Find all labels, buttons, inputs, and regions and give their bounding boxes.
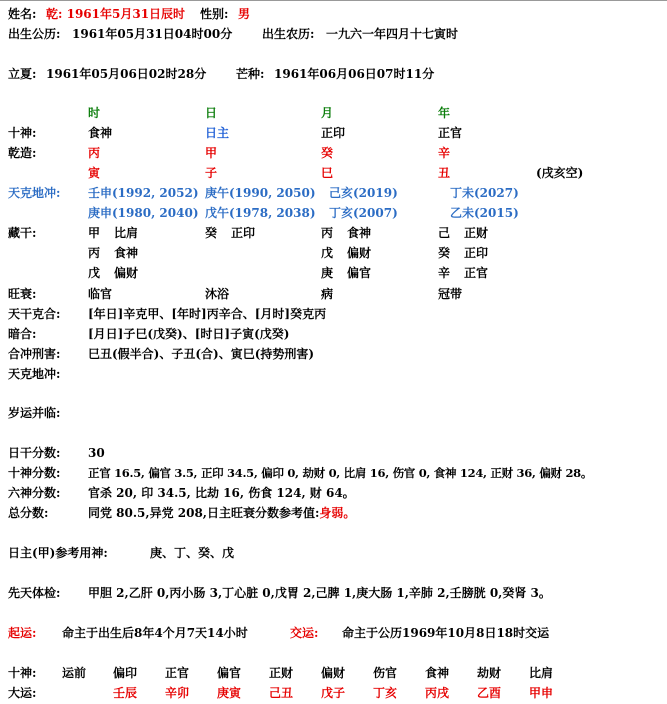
- total-score-text: 同党 80.5,异党 208,日主旺衰分数参考值:: [88, 506, 320, 520]
- dayun-shishen-item: 比肩: [529, 666, 554, 680]
- stem-hour: 丙: [88, 146, 101, 160]
- stem-year: 辛: [438, 146, 451, 160]
- rigan-score-value: 30: [88, 446, 105, 460]
- tiangan-label: 天干克合:: [8, 307, 61, 321]
- shishen-month: 正印: [321, 126, 346, 140]
- pillar-header-month: 月: [321, 106, 334, 120]
- branch-month: 巳: [321, 166, 334, 180]
- dayun-shishen-item: 伤官: [373, 666, 398, 680]
- tianke-hour-1: 壬申(1992, 2052): [88, 186, 199, 200]
- tijian-label: 先天体检:: [8, 586, 61, 600]
- tianke-dichong-label: 天克地冲:: [8, 367, 61, 381]
- liuqin-score-value: 官杀 20, 印 34.5, 比劫 16, 伤食 124, 财 64。: [88, 486, 355, 500]
- canggan-stem: 戊: [321, 246, 334, 260]
- lunar-value: 一九六一年四月十七寅时: [326, 27, 459, 41]
- dayun-shishen-item: 食神: [425, 666, 450, 680]
- jiaoyun-label: 交运:: [290, 626, 319, 640]
- tijian-value: 甲胆 2,乙肝 0,丙小肠 3,丁心脏 0,戊胃 2,己脾 1,庚大肠 1,辛肺 2,壬膀胱 0,癸肾 3。: [88, 586, 551, 600]
- dayun-ganzhi-item: 戊子: [321, 686, 346, 700]
- shishen-score-label: 十神分数:: [8, 466, 61, 480]
- dayun-shishen-item: 偏印: [113, 666, 138, 680]
- dayun-yunqian: 运前: [62, 666, 87, 680]
- branch-hour: 寅: [88, 166, 101, 180]
- wangshuai-label: 旺衰:: [8, 287, 37, 301]
- anhe-label: 暗合:: [8, 327, 37, 341]
- canggan-stem: 癸: [205, 226, 218, 240]
- top-border: [0, 0, 667, 1]
- dayun-ganzhi-item: 庚寅: [217, 686, 242, 700]
- liuqin-score-label: 六神分数:: [8, 486, 61, 500]
- lunar-label: 出生农历:: [262, 27, 315, 41]
- tianke-label: 天克地冲:: [8, 186, 61, 200]
- dayun-ganzhi-item: 壬辰: [113, 686, 138, 700]
- rigan-score-label: 日干分数:: [8, 446, 61, 460]
- tianke-day-1: 庚午(1990, 2050): [205, 186, 316, 200]
- gender-value: 男: [238, 7, 251, 21]
- lixia-value: 1961年05月06日02时28分: [46, 67, 207, 81]
- shishen-label: 十神:: [8, 126, 37, 140]
- canggan-god: 食神: [114, 246, 139, 260]
- canggan-stem: 戊: [88, 266, 101, 280]
- pillar-header-day: 日: [205, 106, 218, 120]
- shishen-hour: 食神: [88, 126, 113, 140]
- qiyun-value: 命主于出生后8年4个月7天14小时: [62, 626, 248, 640]
- canggan-god: 正官: [464, 266, 489, 280]
- canggan-god: 偏财: [347, 246, 372, 260]
- tianke-month-1: 己亥(2019): [329, 186, 398, 200]
- canggan-stem: 辛: [438, 266, 451, 280]
- mangzhong-label: 芒种:: [236, 67, 265, 81]
- solar-value: 1961年05月31日04时00分: [72, 27, 233, 41]
- anhe-value: [月日]子巳(戊癸)、[时日]子寅(戊癸): [88, 327, 290, 341]
- solar-label: 出生公历:: [8, 27, 61, 41]
- lixia-label: 立夏:: [8, 67, 37, 81]
- name-value: 乾: 1961年5月31日辰时: [46, 7, 186, 21]
- suiyun-label: 岁运并临:: [8, 406, 61, 420]
- wangshuai-month: 病: [321, 287, 334, 301]
- dayun-ganzhi-item: 丙戌: [425, 686, 450, 700]
- dayun-shishen-label: 十神:: [8, 666, 37, 680]
- jiaoyun-value: 命主于公历1969年10月8日18时交运: [342, 626, 550, 640]
- tianke-month-2: 丁亥(2007): [329, 206, 398, 220]
- shishen-day: 日主: [205, 126, 230, 140]
- qianzao-label: 乾造:: [8, 146, 37, 160]
- tianke-hour-2: 庚申(1980, 2040): [88, 206, 199, 220]
- stem-month: 癸: [321, 146, 334, 160]
- pillar-header-hour: 时: [88, 106, 101, 120]
- tianke-year-2: 乙未(2015): [450, 206, 519, 220]
- hechong-value: 巳丑(假半合)、子丑(合)、寅巳(持势刑害): [88, 347, 315, 361]
- canggan-god: 偏官: [347, 266, 372, 280]
- mangzhong-value: 1961年06月06日07时11分: [274, 67, 435, 81]
- canggan-stem: 丙: [321, 226, 334, 240]
- canggan-stem: 癸: [438, 246, 451, 260]
- yongshen-value: 庚、丁、癸、戊: [150, 546, 235, 560]
- dayun-ganzhi-item: 甲申: [529, 686, 554, 700]
- canggan-stem: 庚: [321, 266, 334, 280]
- strength-value: 身弱。: [319, 506, 356, 520]
- canggan-stem: 甲: [88, 226, 101, 240]
- dayun-shishen-item: 正财: [269, 666, 294, 680]
- canggan-stem: 丙: [88, 246, 101, 260]
- shishen-year: 正官: [438, 126, 463, 140]
- branch-day: 子: [205, 166, 218, 180]
- pillar-header-year: 年: [438, 106, 451, 120]
- canggan-god: 偏财: [114, 266, 139, 280]
- total-score-value: [88, 506, 355, 520]
- wangshuai-day: 沐浴: [205, 287, 230, 301]
- wangshuai-year: 冠带: [438, 287, 463, 301]
- dayun-shishen-item: 劫财: [477, 666, 502, 680]
- canggan-label: 藏干:: [8, 226, 37, 240]
- branch-year: 丑: [438, 166, 451, 180]
- dayun-shishen-item: 正官: [165, 666, 190, 680]
- gender-label: 性别:: [200, 7, 229, 21]
- dayun-ganzhi-item: 己丑: [269, 686, 294, 700]
- wangshuai-hour: 临官: [88, 287, 113, 301]
- canggan-stem: 己: [438, 226, 451, 240]
- dayun-ganzhi-item: 辛卯: [165, 686, 190, 700]
- name-label: 姓名:: [8, 7, 37, 21]
- tianke-year-1: 丁未(2027): [450, 186, 519, 200]
- hechong-label: 合冲刑害:: [8, 347, 61, 361]
- dayun-label: 大运:: [8, 686, 37, 700]
- canggan-god: 正印: [231, 226, 256, 240]
- canggan-god: 正财: [464, 226, 489, 240]
- kong-note: (戌亥空): [536, 166, 584, 180]
- total-score-label: 总分数:: [8, 506, 49, 520]
- tianke-day-2: 戊午(1978, 2038): [205, 206, 316, 220]
- dayun-shishen-item: 偏官: [217, 666, 242, 680]
- qiyun-label: 起运:: [8, 626, 37, 640]
- canggan-god: 食神: [347, 226, 372, 240]
- canggan-god: 正印: [464, 246, 489, 260]
- stem-day: 甲: [205, 146, 218, 160]
- canggan-god: 比肩: [114, 226, 139, 240]
- yongshen-label: 日主(甲)参考用神:: [8, 546, 108, 560]
- tiangan-value: [年日]辛克甲、[年时]丙辛合、[月时]癸克丙: [88, 307, 327, 321]
- dayun-ganzhi-item: 乙酉: [477, 686, 502, 700]
- dayun-ganzhi-item: 丁亥: [373, 686, 398, 700]
- shishen-score-value: 正官 16.5, 偏官 3.5, 正印 34.5, 偏印 0, 劫财 0, 比肩 16, 伤官 0, 食神 124, 正财 36, 偏财 28。: [88, 466, 593, 480]
- dayun-shishen-item: 偏财: [321, 666, 346, 680]
